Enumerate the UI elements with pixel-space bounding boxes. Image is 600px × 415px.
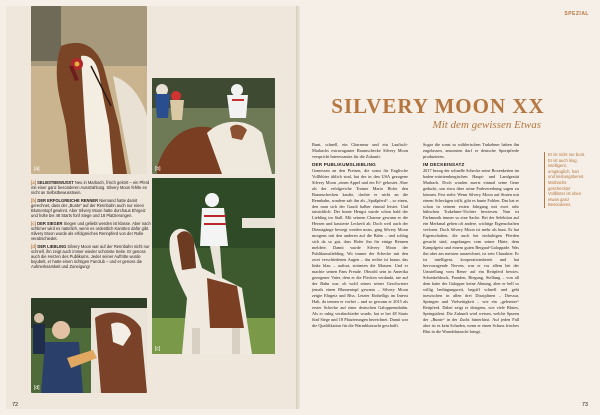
section-tag: SPEZIAL: [564, 11, 589, 17]
caption-d: [d] DER LIEBLING Silvery Moon war auf der Rennbahn nicht nur schnell, ihn zeigt auch immer wieder schönste Seite. Er genoss auch die Herzen des Publikums. Jeder seiner Auftritte wurde bejubelt, er hatte einen richtigen Fanclub – und er genoss die Aufmerksamkeit und Zuneigung!: [31, 243, 150, 270]
photo-b: [152, 78, 275, 174]
body-paragraph: Gemessen an den Preisen, die sonst für Englische Vollblüter üblich sind, hat der in den USA gezogene Silvery Moon „einen Appel und ein Ei“ gekostet. Aber als der erfolgreiche Trainer Mario Hofer den Braunschecken kaufte, dachte er nicht an die Rennbahn, sondern sah ihn als „Spaßpferd“ – so einen, den man sich der Gaudi halber einmal leistet. Und tatsächlich: Der bunte Hengst wurde schon bald der Liebling im Stall. Mit seinem Charme gewann er die Herzen und kassierte Leckerli ab. Doch weil auch der Dienstgänge bewegt werden muss, ging Silvery Moon morgens mit den anderen auf die Bahn – und schlug sich da so gut, dass Hofer ihn für einige Rennen meldete. Damit wurde Silvery Moon der Publikumsliebling. Wo immer der Schecke mit den zwei verschiedenen Augen – das rechte ist braun, das linke blau – auftrat, strömten die Massen. Und er machte seinen Fans Freude. Obwohl sein in Amerika gezogener Vater, dem er die Flecken verdankt, nie auf der Bahn war, ob wohl seines seiner Geschwister jemals einen Blumentopf gewann – Silvery Moon zeigte Ehrgeiz und Biss. Letzter Einhelligs im Interst Halt, da tennen er vorbei – und so gewann er 2015 als erster Schecke auf einer deutschen Galopprennbahn. Als er ruhig verabschiedet wurde, hat er bei 48 Starts fünf Siege und 18 Platzierungen bezeichnet. Damit war die Qualifikation für die Warmblutzucht geschafft.: [312, 167, 408, 328]
lead-paragraph: Bunt, schnell, ein Charmeur und ein Lauftsch-Marbachs extravaganter Braunschecke Silvery Moon verspricht Interessantes für die Zukunft.: [312, 142, 408, 159]
article-title: SILVERY MOON XX: [331, 94, 545, 118]
photo-d: [31, 298, 147, 393]
article-subtitle: Mit dem gewissen Etwas: [432, 119, 541, 131]
photo-b-label: [b]: [155, 166, 161, 172]
page-number-right: 73: [581, 402, 588, 408]
section-heading-deckeinsatz: IM DECKEINSATZ: [423, 161, 465, 167]
caption-a: [a] SELBSTBEWUSST Neu in Marbach, frisch gekört – ein Pferd mit einer ganz besonderen Ausstrahlung. Silvery Moon fehlte es nicht an Selbstbewusstsein.: [31, 180, 150, 196]
page-number-left: 72: [12, 402, 19, 408]
sidebar-note: Er ist nicht nur bunt. Er ist auch klug, intelligent, umgänglich, hart und leistungsbereit. Marbachs gescheckter Vollblüter ist eben etwas ganz Besonderes.: [544, 152, 586, 208]
text-column-1: [312, 142, 408, 329]
section-heading-publikumsliebling: DER PUBLIKUMSLIEBLING: [312, 161, 376, 167]
caption-c: [c] DER SIEGER Siegen und geliebt werden ist klasse. Aber nach schlimer wird es natürlich, wenn es ordentlich Karotten dafür gibt. Silvery Moon wurde als erfolgreiches Rennpferd von der Rolle verabschiedet.: [31, 220, 151, 242]
photo-d-label: [d]: [34, 385, 40, 391]
text-column-2: [423, 142, 519, 335]
caption-b: [b] DER ERFOLGREICHE RENNER Niemand hatte damit gerechnet, dass der „Bunte“ auf der Rennbahn auch nur einen Blumentopf gewinnt. Aber Silvery Moon hatte durchaus Ehrgeiz und holte bei 48 Starts fünf Siege und 18 Platzierungen.: [31, 197, 146, 219]
body-paragraph: Sogar die sonst so wählerischen Trakehner haben ihn zugelassen, ansonsten darf er deutsche Sportpferde produzieren.: [423, 142, 519, 159]
photo-c-label: [c]: [155, 346, 161, 352]
photo-a: [31, 6, 147, 174]
body-paragraph: 2017 bezog der schnelle Schecke seine Boxenkeiten im baden-württembergischen Haupt- und Landgestüt Marbach. Doch wurden zuerst einmal seine Gene geduckt, um etwa über seine Farbvererbung sagen zu können. Fest steht: Wenn Silvery Moon auf Stuten mit einem Scheckgen trifft, gibt es bunte Fohlen. Das hat er schon in seinem ersten Jahrgang mit zwei sehr hübschen Trakehner-Töchter bewiesen. Nun ist Farbmusik immer so eine Sache. Bei der Selektion auf ein Merkmal gehen oft andere, wichtige Eigenschaften verloren. Doch Silvery Moon ist mehr als bunt. Er hat Eigenschaften, die auch bei einfarbigen Pferden gesucht sind, angefangen vom seiner Härte, dem Kampfgeist und einem guten Bergauf-Galoppade. Was ihn aber am meisten auszeichnet, ist sein Charakter. Er ist intelligent, kooperationsbereit und hat hervorragende Nerven, was er vor allem bei der Umstellung vom Renn- auf ein Reitpferd bewies. Schenkeldruck, Paraden, Biegung, Stellung – von all dem hatte der Galopper keine Ahnung, aber er hell so willig bedingungsreit, begriff schnell und geht inzwischen in allen drei Disziplinen – Dressur, Springen und Vielseitigkeit – wie ein „gelernter“ Reitpferd. Dabei zeigt er übrigens, wie viele Blutes, Springtalent. Die Zukunft wird weisen, welche Spuren der „Bunte“ in der Zucht hinterlässt. Auf jeden Fall aber ist es kein Schaden, wenn er einen Schuss frisches Blut in die Warmblutzucht bringt.: [423, 167, 519, 334]
photo-captions: [31, 180, 153, 272]
photo-a-label: [a]: [34, 166, 40, 172]
photo-c: [152, 178, 275, 354]
